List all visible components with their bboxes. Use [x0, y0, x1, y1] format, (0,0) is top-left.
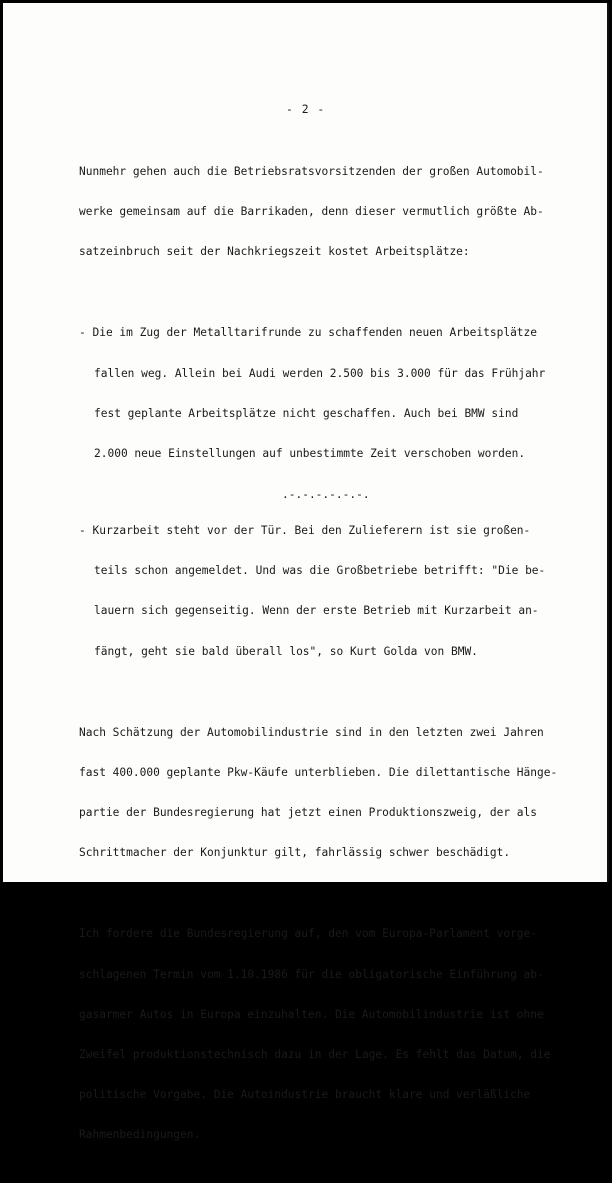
text-line: Nunmehr gehen auch die Betriebsratsvorsitzenden der großen Automobil- — [79, 164, 544, 178]
text-line: Nach Schätzung der Automobilindustrie sind in den letzten zwei Jahren — [79, 725, 544, 739]
text-line: gasarmer Autos in Europa einzuhalten. Die Automobilindustrie ist ohne — [79, 1007, 544, 1021]
text-line: Rahmenbedingungen. — [79, 1128, 201, 1142]
text-line: Schrittmacher der Konjunktur gilt, fahrlässig schwer beschädigt. — [79, 846, 511, 860]
estimate-paragraph — [79, 699, 579, 887]
text-line: teils schon angemeldet. Und was die Großbetriebe betrifft: "Die be- — [94, 564, 546, 578]
text-line: werke gemeinsam auf die Barrikaden, denn dieser vermutlich größte Ab- — [79, 205, 544, 219]
text-line: schlagenen Termin vom 1.10.1986 für die obligatorische Einführung ab- — [79, 967, 544, 981]
text-line: fest geplante Arbeitsplätze nicht geschaffen. Auch bei BMW sind — [94, 406, 519, 420]
demand-paragraph — [79, 901, 579, 1169]
page-number: - 2 - — [286, 102, 326, 116]
text-line: - Die im Zug der Metalltarifrunde zu schaffenden neuen Arbeitsplätze — [79, 326, 538, 340]
text-line: lauern sich gegenseitig. Wenn der erste Betrieb mit Kurzarbeit an- — [94, 604, 539, 618]
text-line: - Kurzarbeit steht vor der Tür. Bei den Zulieferern ist sie großen- — [79, 523, 531, 537]
text-line: fängt, geht sie bald überall los", so Kurt Golda von BMW. — [94, 644, 478, 658]
text-line: fast 400.000 geplante Pkw-Käufe unterblieben. Die dilettantische Hänge- — [79, 765, 558, 779]
document-page — [3, 3, 609, 1142]
bullet-item-hiring-freeze — [79, 299, 579, 487]
text-line: Zweifel produktionstechnisch dazu in der Lage. Es fehlt das Datum, die — [79, 1048, 551, 1061]
document-body — [79, 138, 579, 1183]
end-of-text-mark: .-.-.-.-.-.-. — [282, 488, 370, 501]
text-line: partie der Bundesregierung hat jetzt einen Produktionszweig, der als — [79, 806, 538, 820]
intro-paragraph — [79, 138, 579, 285]
text-line: satzeinbruch seit der Nachkriegszeit kostet Arbeitsplätze: — [79, 245, 470, 259]
text-line: Ich fordere die Bundesregierung auf, den vom Europa-Parlament vorge- — [79, 927, 538, 941]
text-line: politische Vorgabe. Die Autoindustrie braucht klare und verläßliche — [79, 1088, 531, 1102]
text-line: fallen weg. Allein bei Audi werden 2.500 bis 3.000 für das Frühjahr — [94, 366, 546, 380]
text-line: 2.000 neue Einstellungen auf unbestimmte Zeit verschoben worden. — [94, 446, 526, 460]
bullet-item-short-time-work — [79, 497, 579, 685]
